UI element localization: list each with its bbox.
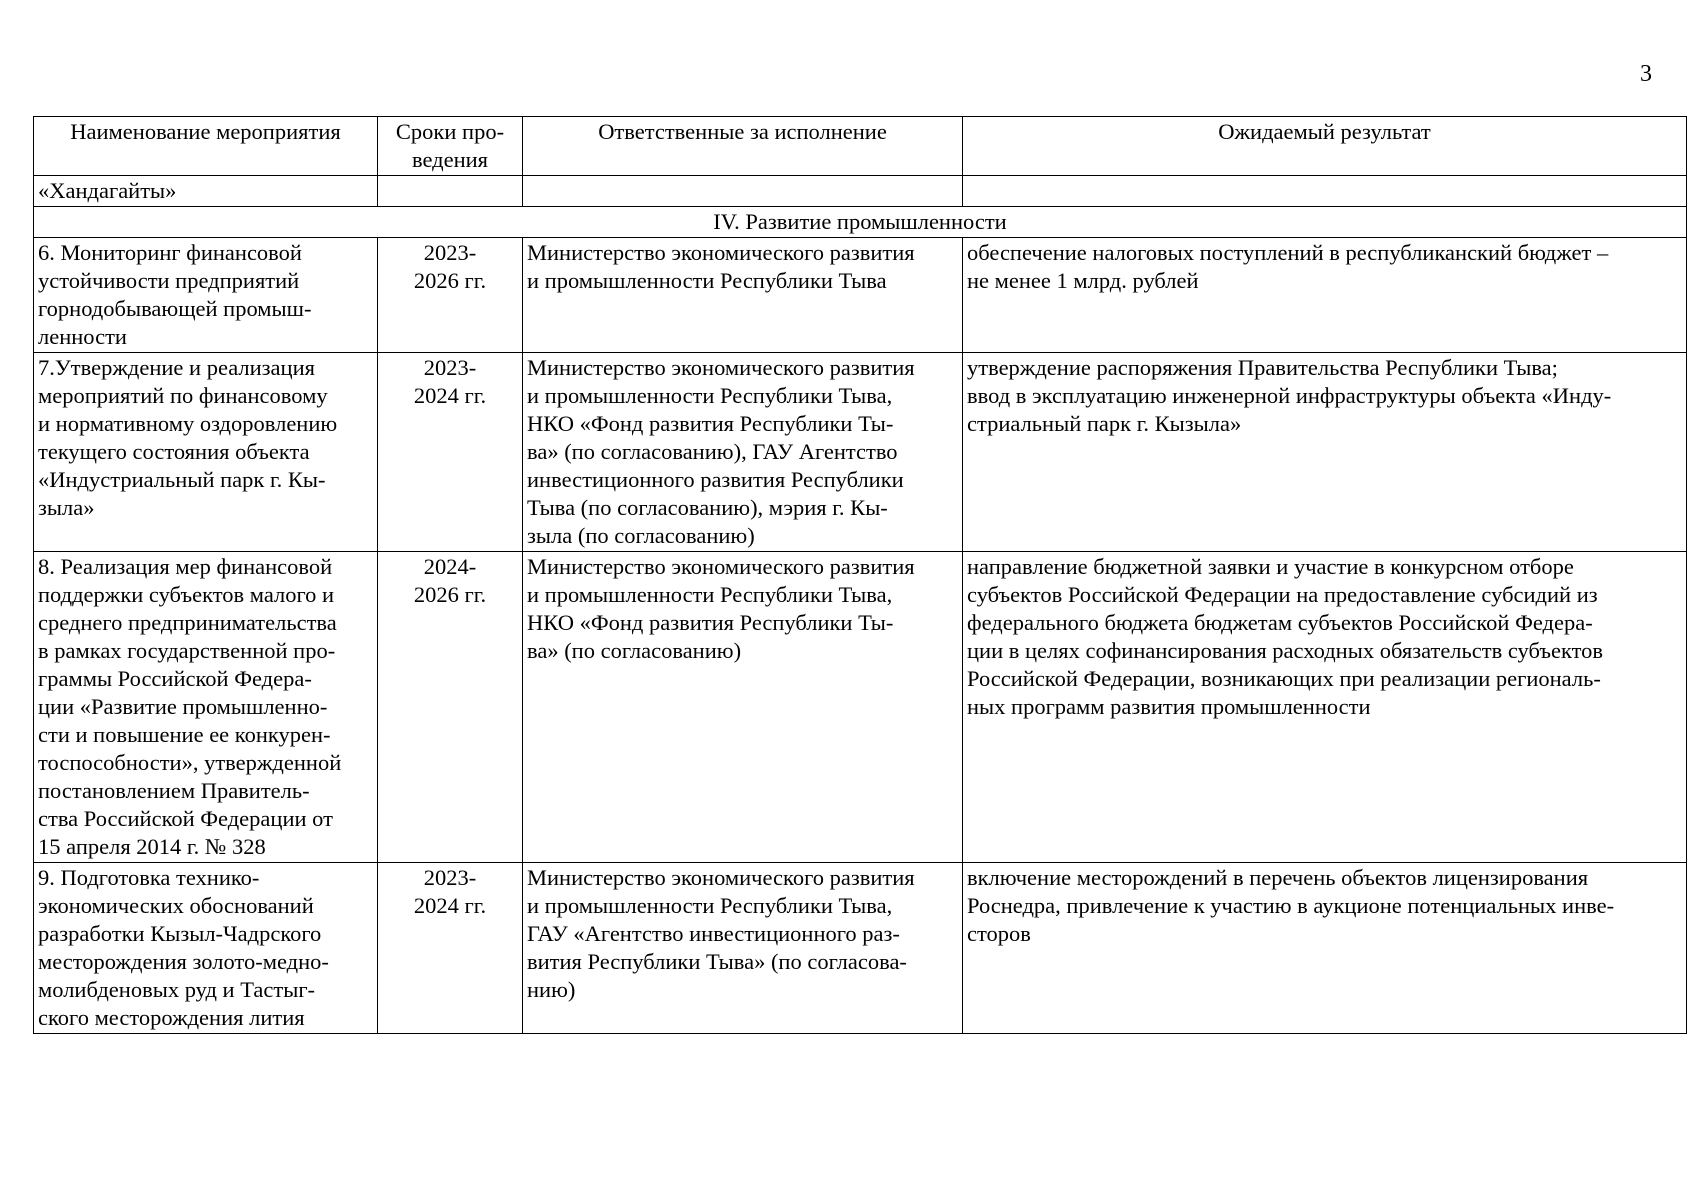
event-name-cell: 8. Реализация мер финансовой поддержки субъектов малого и среднего предпринимательства в рамках государственной про- граммы Российской Федера- ции «Развитие промышленно- сти и повышение ее конкурен- тоспособности», утвержденной постановлением Правитель- ства Российской Федерации от 15 апреля 2014 г. № 328 — [34, 552, 378, 863]
header-cell-dates: Сроки про- ведения — [378, 117, 523, 176]
event-dates-cell: 2023- 2024 гг. — [378, 353, 523, 552]
table-row — [34, 238, 1687, 353]
event-result-cell: включение месторождений в перечень объектов лицензирования Роснедра, привлечение к участию в аукционе потенциальных инве- сторов — [963, 863, 1687, 1034]
event-name-cell: 9. Подготовка технико- экономических обоснований разработки Кызыл-Чадрского месторождения золото-медно- молибденовых руд и Тастыг- ского месторождения лития — [34, 863, 378, 1034]
continuation-cell-dates — [378, 176, 523, 207]
header-cell-responsible: Ответственные за исполнение — [523, 117, 963, 176]
event-responsible-cell: Министерство экономического развития и промышленности Республики Тыва — [523, 238, 963, 353]
event-dates-cell: 2024- 2026 гг. — [378, 552, 523, 863]
event-dates-cell: 2023- 2024 гг. — [378, 863, 523, 1034]
event-name-cell: 7.Утверждение и реализация мероприятий по финансовому и нормативному оздоровлению текущего состояния объекта «Индустриальный парк г. Кы- зыла» — [34, 353, 378, 552]
section-row — [34, 207, 1687, 238]
event-name-cell: 6. Мониторинг финансовой устойчивости предприятий горнодобывающей промыш- ленности — [34, 238, 378, 353]
event-responsible-cell: Министерство экономического развития и промышленности Республики Тыва, НКО «Фонд развития Республики Ты- ва» (по согласованию) — [523, 552, 963, 863]
event-responsible-cell: Министерство экономического развития и промышленности Республики Тыва, НКО «Фонд развития Республики Ты- ва» (по согласованию), ГАУ Агентство инвестиционного развития Республики Тыва (по согласованию), мэрия г. Кы- зыла (по согласованию) — [523, 353, 963, 552]
table-row — [34, 353, 1687, 552]
event-result-cell: обеспечение налоговых поступлений в республиканский бюджет – не менее 1 млрд. рублей — [963, 238, 1687, 353]
table-header-row — [34, 117, 1687, 176]
table-row — [34, 863, 1687, 1034]
page-number: 3 — [1640, 61, 1652, 87]
event-result-cell: направление бюджетной заявки и участие в конкурсном отборе субъектов Российской Федерации на предоставление субсидий из федерального бюджета бюджетам субъектов Российской Федера- ции в целях софинансирования расходных обязательств субъектов Российской Федерации, возникающих при реализации региональ- ных программ развития промышленности — [963, 552, 1687, 863]
events-table — [33, 116, 1687, 1034]
continuation-cell-responsible — [523, 176, 963, 207]
event-dates-cell: 2023- 2026 гг. — [378, 238, 523, 353]
continuation-cell-name: «Хандагайты» — [34, 176, 378, 207]
continuation-cell-result — [963, 176, 1687, 207]
section-title: IV. Развитие промышленности — [34, 207, 1687, 238]
table-row — [34, 552, 1687, 863]
event-responsible-cell: Министерство экономического развития и промышленности Республики Тыва, ГАУ «Агентство инвестиционного раз- вития Республики Тыва» (по согласова- нию) — [523, 863, 963, 1034]
event-result-cell: утверждение распоряжения Правительства Республики Тыва; ввод в эксплуатацию инженерной инфраструктуры объекта «Инду- стриальный парк г. Кызыла» — [963, 353, 1687, 552]
continuation-row — [34, 176, 1687, 207]
header-cell-name: Наименование мероприятия — [34, 117, 378, 176]
header-cell-result: Ожидаемый результат — [963, 117, 1687, 176]
